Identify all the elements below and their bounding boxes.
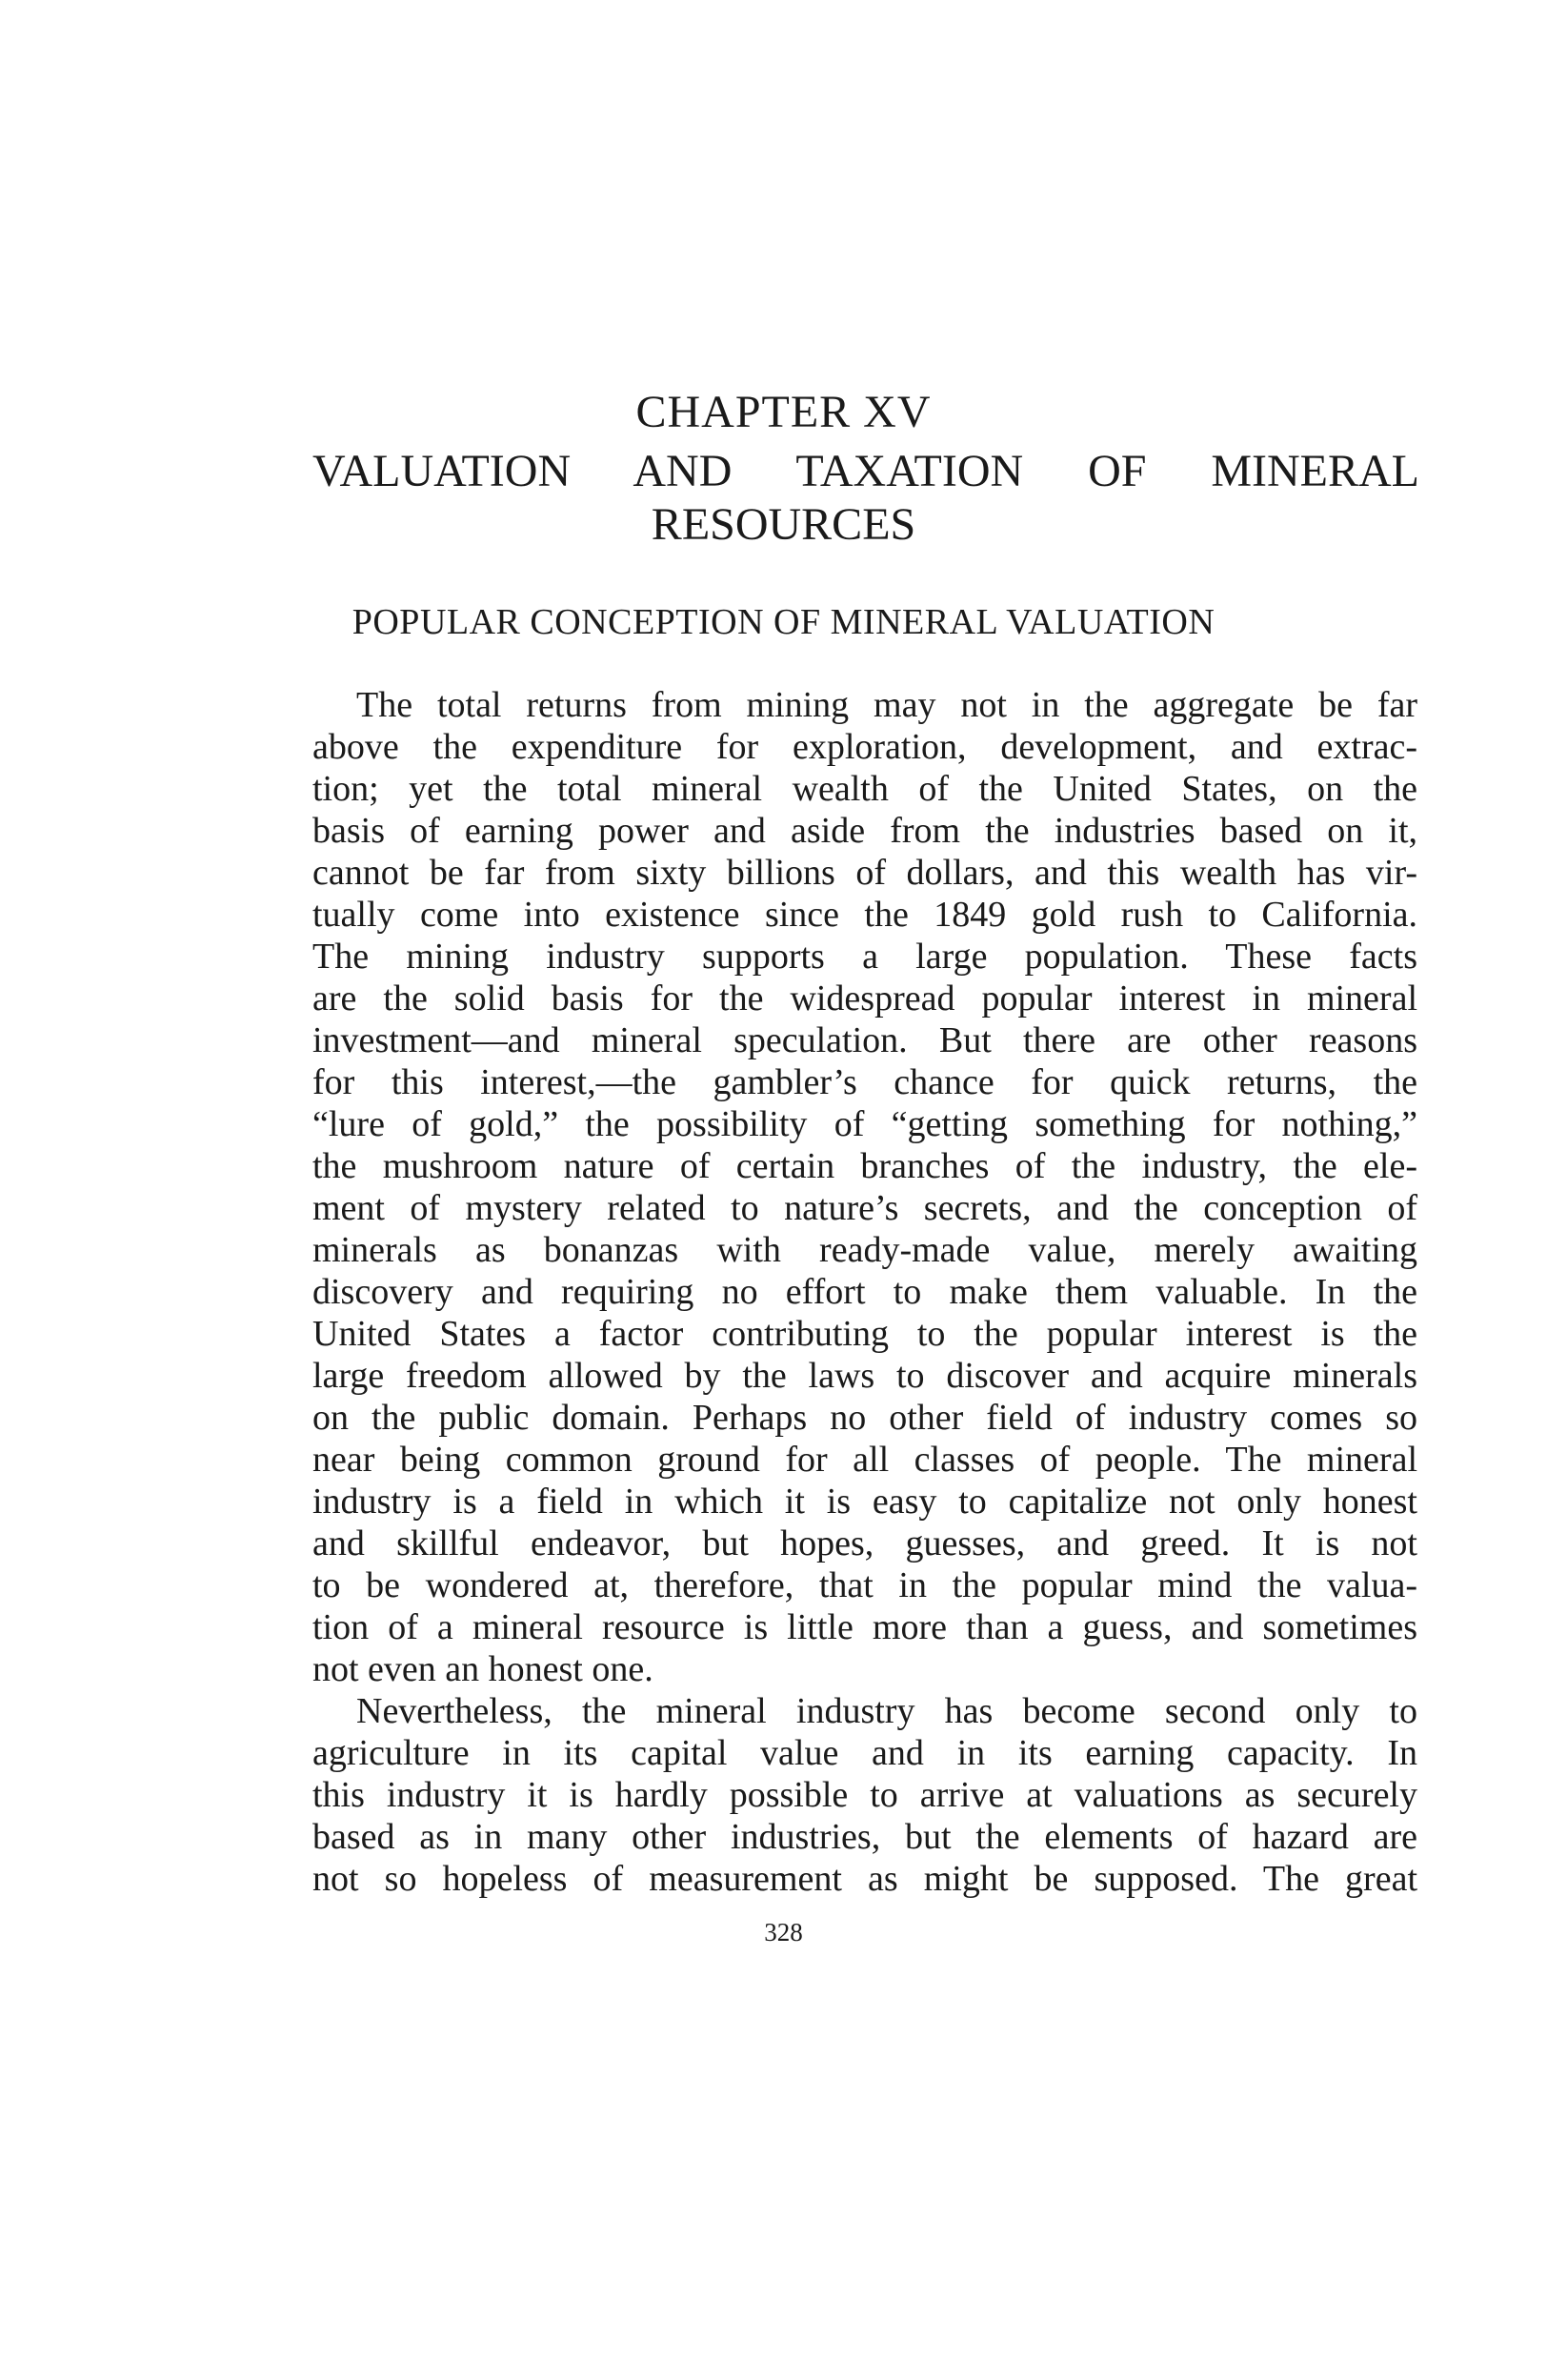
text-line: Nevertheless, the mineral industry has become second only to xyxy=(356,1691,1417,1731)
text-line: to be wondered at, therefore, that in the popular mind the valua- xyxy=(312,1565,1417,1605)
text-line: “lure of gold,” the possibility of “getting something for nothing,” xyxy=(312,1104,1417,1144)
text-line: for this interest,—the gambler’s chance for quick returns, the xyxy=(312,1062,1417,1102)
section-heading: POPULAR CONCEPTION OF MINERAL VALUATION xyxy=(352,602,1215,642)
text-line: agriculture in its capital value and in its earning capacity. In xyxy=(312,1733,1417,1773)
text-line: near being common ground for all classes of people. The mineral xyxy=(312,1440,1417,1480)
text-line: discovery and requiring no effort to make them valuable. In the xyxy=(312,1272,1417,1312)
text-line: based as in many other industries, but the elements of hazard are xyxy=(312,1817,1417,1857)
text-line: are the solid basis for the widespread popular interest in mineral xyxy=(312,978,1417,1019)
text-line: The mining industry supports a large population. These facts xyxy=(312,937,1417,977)
paragraph xyxy=(312,684,1417,1690)
body-text xyxy=(312,684,1417,1900)
text-line: large freedom allowed by the laws to discover and acquire minerals xyxy=(312,1356,1417,1396)
paragraph xyxy=(312,1690,1417,1900)
page-number: 328 xyxy=(764,1918,803,1946)
chapter-title-line-2: RESOURCES xyxy=(651,499,916,550)
chapter-number: CHAPTER XV xyxy=(635,387,932,437)
text-line: United States a factor contributing to the popular interest is the xyxy=(312,1314,1417,1354)
text-line: this industry it is hardly possible to arrive at valuations as securely xyxy=(312,1775,1417,1815)
text-line: on the public domain. Perhaps no other field of industry comes so xyxy=(312,1398,1417,1438)
text-line: tually come into existence since the 1849 gold rush to California. xyxy=(312,895,1417,935)
text-line: investment—and mineral speculation. But there are other reasons xyxy=(312,1020,1417,1060)
text-line: minerals as bonanzas with ready-made value, merely awaiting xyxy=(312,1230,1417,1270)
text-line: ment of mystery related to nature’s secrets, and the conception of xyxy=(312,1188,1417,1228)
text-line: and skillful endeavor, but hopes, guesses, and greed. It is not xyxy=(312,1523,1417,1563)
text-line: tion; yet the total mineral wealth of the United States, on the xyxy=(312,769,1417,809)
text-line: above the expenditure for exploration, development, and extrac- xyxy=(312,727,1417,767)
text-line: not even an honest one. xyxy=(312,1649,653,1689)
text-line: basis of earning power and aside from the industries based on it, xyxy=(312,811,1417,851)
chapter-title-line-1: VALUATION AND TAXATION OF MINERAL xyxy=(312,446,1419,496)
text-line: not so hopeless of measurement as might be supposed. The great xyxy=(312,1859,1417,1899)
text-line: The total returns from mining may not in the aggregate be far xyxy=(356,685,1417,725)
text-line: tion of a mineral resource is little more than a guess, and sometimes xyxy=(312,1607,1417,1647)
text-line: industry is a field in which it is easy to capitalize not only honest xyxy=(312,1482,1417,1522)
text-line: the mushroom nature of certain branches of the industry, the ele- xyxy=(312,1146,1417,1186)
text-line: cannot be far from sixty billions of dollars, and this wealth has vir- xyxy=(312,853,1417,893)
